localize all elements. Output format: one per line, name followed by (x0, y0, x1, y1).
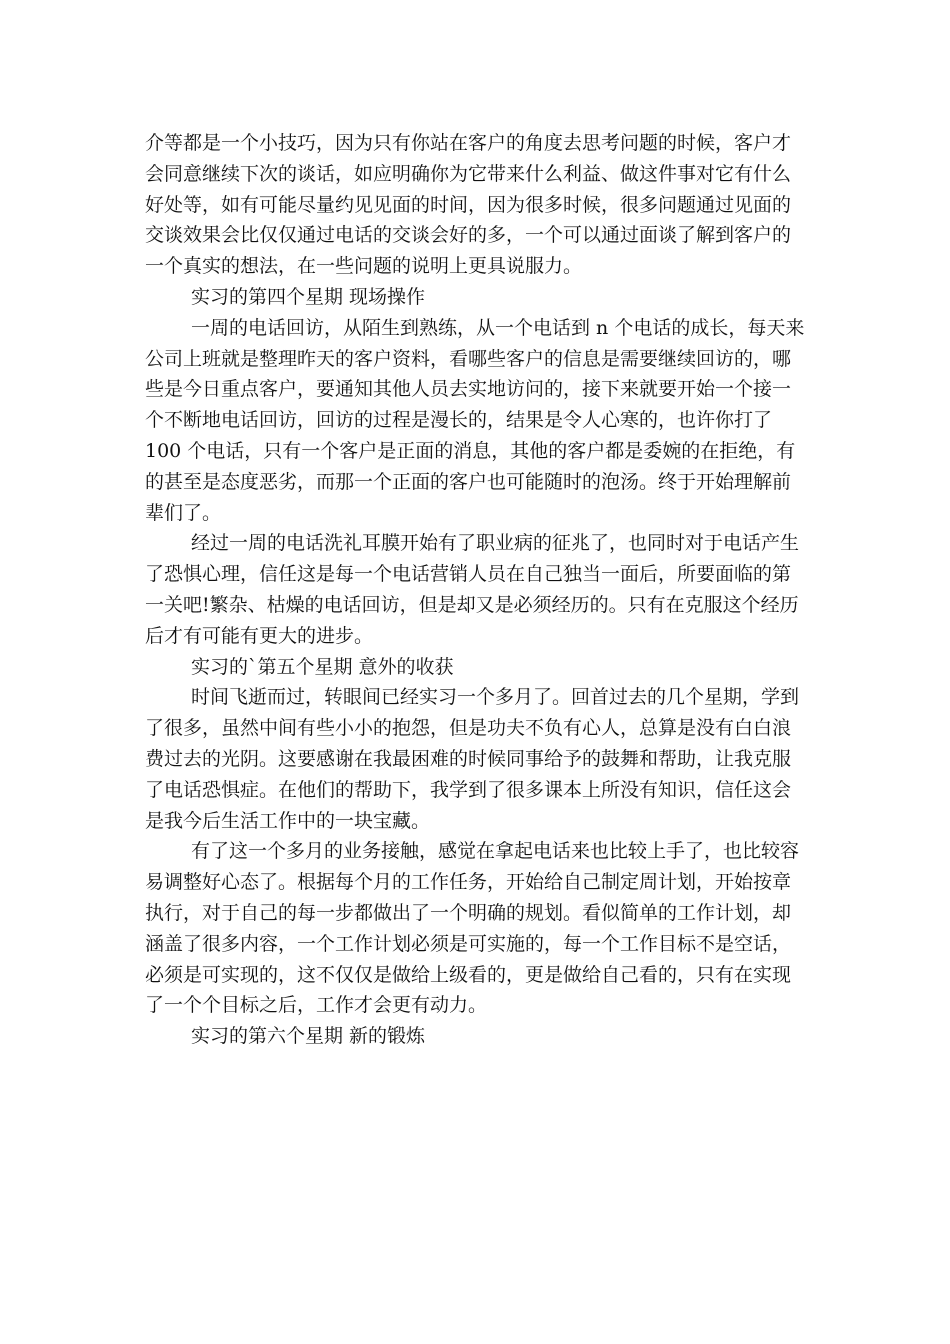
text-line: 一关吧!繁杂、枯燥的电话回访，但是却又是必须经历的。只有在克服这个经历 (145, 593, 799, 616)
text-line: 公司上班就是整理昨天的客户资料，看哪些客户的信息是需要继续回访的，哪 (145, 347, 792, 370)
text-line: 了恐惧心理，信任这是每一个电话营销人员在自己独当一面后，所要面临的第 (145, 563, 792, 586)
text-line: 有了这一个多月的业务接触，感觉在拿起电话来也比较上手了，也比较容 (191, 840, 800, 863)
text-line: 执行，对于自己的每一步都做出了一个明确的规划。看似简单的工作计划，却 (145, 901, 792, 924)
text-line: 了电话恐惧症。在他们的帮助下，我学到了很多课本上所没有知识，信任这会 (145, 778, 792, 801)
text-line: 些是今日重点客户，要通知其他人员去实地访问的，接下来就要开始一个接一 (145, 378, 792, 401)
text-line: 个不断地电话回访，回访的过程是漫长的，结果是令人心寒的，也许你打了 (145, 409, 773, 432)
text-line: 会同意继续下次的谈话，如应明确你为它带来什么利益、做这件事对它有什么 (145, 162, 792, 185)
text-line: 实习的第六个星期 新的锻炼 (191, 1025, 426, 1048)
text-line: 实习的第四个星期 现场操作 (191, 285, 426, 308)
text-line: 经过一周的电话洗礼耳膜开始有了职业病的征兆了，也同时对于电话产生 (191, 532, 800, 555)
text-line: 一个真实的想法，在一些问题的说明上更具说服力。 (145, 255, 583, 278)
text-line: 实习的`第五个星期 意外的收获 (191, 655, 454, 678)
text-line: 费过去的光阴。这要感谢在我最困难的时候同事给予的鼓舞和帮助，让我克服 (145, 747, 792, 770)
text-line: 好处等，如有可能尽量约见见面的时间，因为很多时候，很多问题通过见面的 (145, 193, 792, 216)
text-line: 介等都是一个小技巧，因为只有你站在客户的角度去思考问题的时候，客户才 (145, 132, 792, 154)
document-body (145, 128, 809, 1052)
text-line: 时间飞逝而过，转眼间已经实习一个多月了。回首过去的几个星期，学到 (191, 686, 800, 709)
text-line: 了很多，虽然中间有些小小的抱怨，但是功夫不负有心人，总算是没有白白浪 (145, 717, 792, 740)
text-line: 易调整好心态了。根据每个月的工作任务，开始给自己制定周计划，开始按章 (145, 871, 792, 894)
text-line: 100 个电话，只有一个客户是正面的消息，其他的客户都是委婉的在拒绝，有 (145, 439, 796, 462)
text-line: 的甚至是态度恶劣，而那一个正面的客户也可能随时的泡汤。终于开始理解前 (145, 470, 792, 493)
text-line: 辈们了。 (145, 501, 222, 524)
text-line: 必须是可实现的，这不仅仅是做给上级看的，更是做给自己看的，只有在实现 (145, 963, 792, 986)
text-line: 了一个个目标之后，工作才会更有动力。 (145, 994, 488, 1017)
text-line: 涵盖了很多内容，一个工作计划必须是可实施的，每一个工作目标不是空话， (145, 932, 792, 955)
text-line: 一周的电话回访，从陌生到熟练，从一个电话到 n 个电话的成长，每天来 (191, 316, 805, 339)
text-line: 是我今后生活工作中的一块宝藏。 (145, 809, 431, 832)
text-line: 交谈效果会比仅仅通过电话的交谈会好的多，一个可以通过面谈了解到客户的 (145, 224, 792, 247)
text-line: 后才有可能有更大的进步。 (145, 624, 374, 647)
